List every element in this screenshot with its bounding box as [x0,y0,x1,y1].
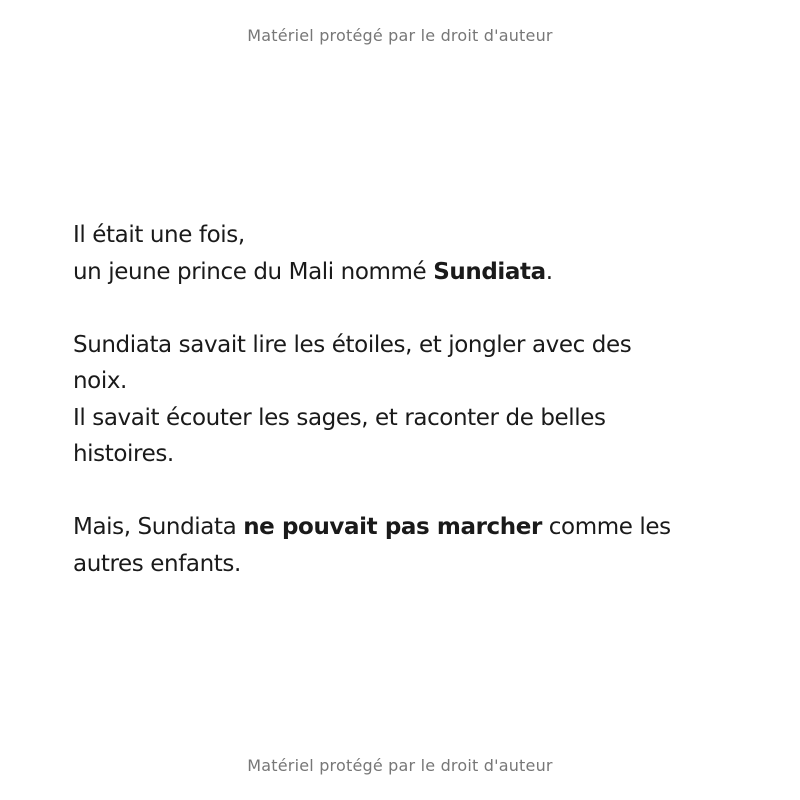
name-sundiata-bold: Sundiata [433,258,546,285]
intro-line-2-text: un jeune prince du Mali nommé [73,258,434,285]
story-text [73,217,723,582]
copyright-watermark-top: Matériel protégé par le droit d'auteur [247,26,553,45]
paragraph-problem [73,509,723,582]
intro-line-2-end: . [545,258,553,285]
problem-line-2: autres enfants. [73,550,241,577]
paragraph-intro [73,217,723,290]
skills-line-4: histoires. [73,441,174,467]
skills-line-2: noix. [73,368,127,394]
paragraph-skills [73,327,723,473]
problem-line-1-end: comme les [541,514,671,540]
copyright-watermark-bottom: Matériel protégé par le droit d'auteur [247,756,553,775]
problem-line-1 [73,509,723,546]
problem-line-1-text: Mais, Sundiata [73,514,244,540]
intro-line-1: Il était une fois, [73,222,245,248]
cannot-walk-bold: ne pouvait pas marcher [243,514,542,540]
skills-line-1: Sundiata savait lire les étoiles, et jongler avec des [73,331,632,358]
skills-line-3: Il savait écouter les sages, et raconter de belles [73,404,606,431]
intro-line-2 [73,254,723,291]
